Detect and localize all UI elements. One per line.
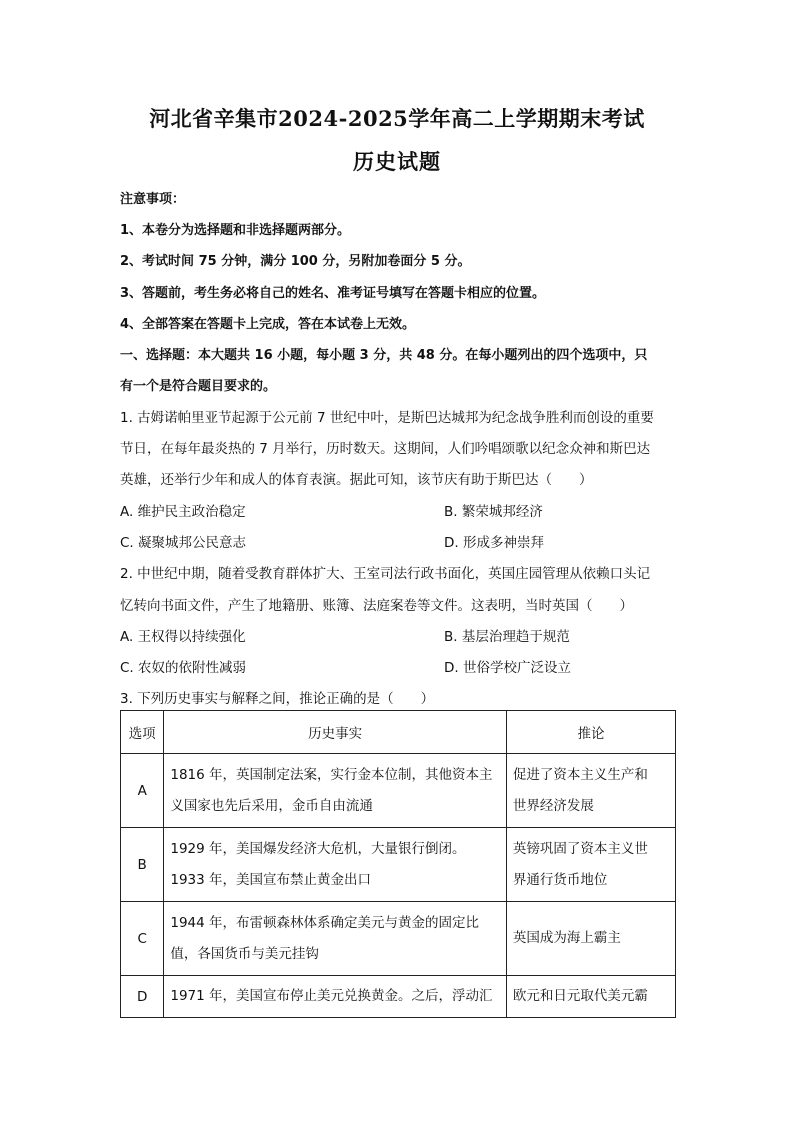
question-1-text: 1. 古姆诺帕里亚节起源于公元前 7 世纪中叶，是斯巴达城邦为纪念战争胜利而创设的重要 (120, 410, 654, 426)
question-2-option-b[interactable]: B. 基层治理趋于规范 (444, 629, 570, 645)
question-2-text: 2. 中世纪中期，随着受教育群体扩大、王室司法行政书面化，英国庄园管理从依赖口头记 (120, 566, 651, 582)
inference-line: 界通行货币地位 (512, 871, 608, 888)
fact-line: 1816 年，英国制定法案，实行金本位制，其他资本主 (170, 766, 493, 783)
fact-line: 1929 年，美国爆发经济大危机，大量银行倒闭。 (170, 840, 466, 857)
row-inference (506, 902, 675, 976)
fact-line: 1971 年，美国宣布停止美元兑换黄金。之后，浮动汇 (170, 988, 493, 1004)
fact-line: 1933 年，美国宣布禁止黄金出口 (170, 871, 372, 888)
notes-heading: 注意事项： (120, 192, 186, 207)
question-3-text: 3. 下列历史事实与解释之间，推论正确的是（ ） (120, 691, 435, 707)
table-header-fact: 历史事实 (164, 711, 507, 754)
row-fact (164, 754, 507, 828)
fact-line: 义国家也先后采用，金币自由流通 (170, 797, 373, 814)
fact-line: 1944 年，布雷顿森林体系确定美元与黄金的固定比 (170, 914, 480, 931)
question-2-option-a[interactable]: A. 王权得以持续强化 (120, 629, 246, 645)
note-item: 3、答题前，考生务必将自己的姓名、准考证号填写在答题卡相应的位置。 (120, 286, 546, 301)
table-header-row (121, 711, 676, 754)
question-1-text: 节日，在每年最炎热的 7 月举行，历时数天。这期间，人们吟唱颂歌以纪念众神和斯巴达 (120, 441, 651, 457)
question-1-option-c[interactable]: C. 凝聚城邦公民意志 (120, 535, 247, 551)
note-item: 1、本卷分为选择题和非选择题两部分。 (120, 223, 351, 238)
fact-line: 值，各国货币与美元挂钩 (170, 945, 319, 962)
row-inference (506, 754, 675, 828)
table-row (121, 828, 676, 902)
inference-line: 欧元和日元取代美元霸 (512, 988, 648, 1004)
note-item: 4、全部答案在答题卡上完成，答在本试卷上无效。 (120, 317, 416, 332)
note-item: 2、考试时间 75 分钟，满分 100 分，另附加卷面分 5 分。 (120, 254, 471, 269)
section-heading-cont: 有一个是符合题目要求的。 (120, 379, 277, 394)
inference-line: 促进了资本主义生产和 (512, 766, 648, 783)
exam-subject: 历史试题 (353, 149, 441, 174)
question-1-option-d[interactable]: D. 形成多神崇拜 (444, 535, 544, 551)
question-2-text: 忆转向书面文件，产生了地籍册、账簿、法庭案卷等文件。这表明，当时英国（ ） (120, 598, 633, 614)
question-3-table (120, 710, 676, 1018)
row-option: D (121, 976, 164, 1018)
table-row (121, 976, 676, 1018)
table-header-option: 选项 (121, 711, 164, 754)
row-option: B (121, 828, 164, 902)
question-1-option-a[interactable]: A. 维护民主政治稳定 (120, 504, 246, 520)
row-fact (164, 828, 507, 902)
table-row (121, 754, 676, 828)
inference-line: 英镑巩固了资本主义世 (512, 840, 648, 857)
row-fact (164, 902, 507, 976)
inference-line: 英国成为海上霸主 (512, 930, 621, 946)
table-header-inference: 推论 (506, 711, 675, 754)
row-inference (506, 828, 675, 902)
section-heading: 一、选择题：本大题共 16 小题，每小题 3 分，共 48 分。在每小题列出的四个选项中，只 (120, 348, 648, 363)
inference-line: 世界经济发展 (512, 797, 594, 814)
question-1-option-b[interactable]: B. 繁荣城邦经济 (444, 504, 543, 520)
exam-title: 河北省辛集市2024-2025学年高二上学期期末考试 (149, 106, 645, 131)
question-1-text: 英雄，还举行少年和成人的体育表演。据此可知，该节庆有助于斯巴达（ ） (120, 472, 593, 488)
row-inference (506, 976, 675, 1018)
row-fact (164, 976, 507, 1018)
question-2-option-d[interactable]: D. 世俗学校广泛设立 (444, 660, 571, 676)
row-option: A (121, 754, 164, 828)
row-option: C (121, 902, 164, 976)
table-row (121, 902, 676, 976)
question-2-option-c[interactable]: C. 农奴的依附性减弱 (120, 660, 247, 676)
